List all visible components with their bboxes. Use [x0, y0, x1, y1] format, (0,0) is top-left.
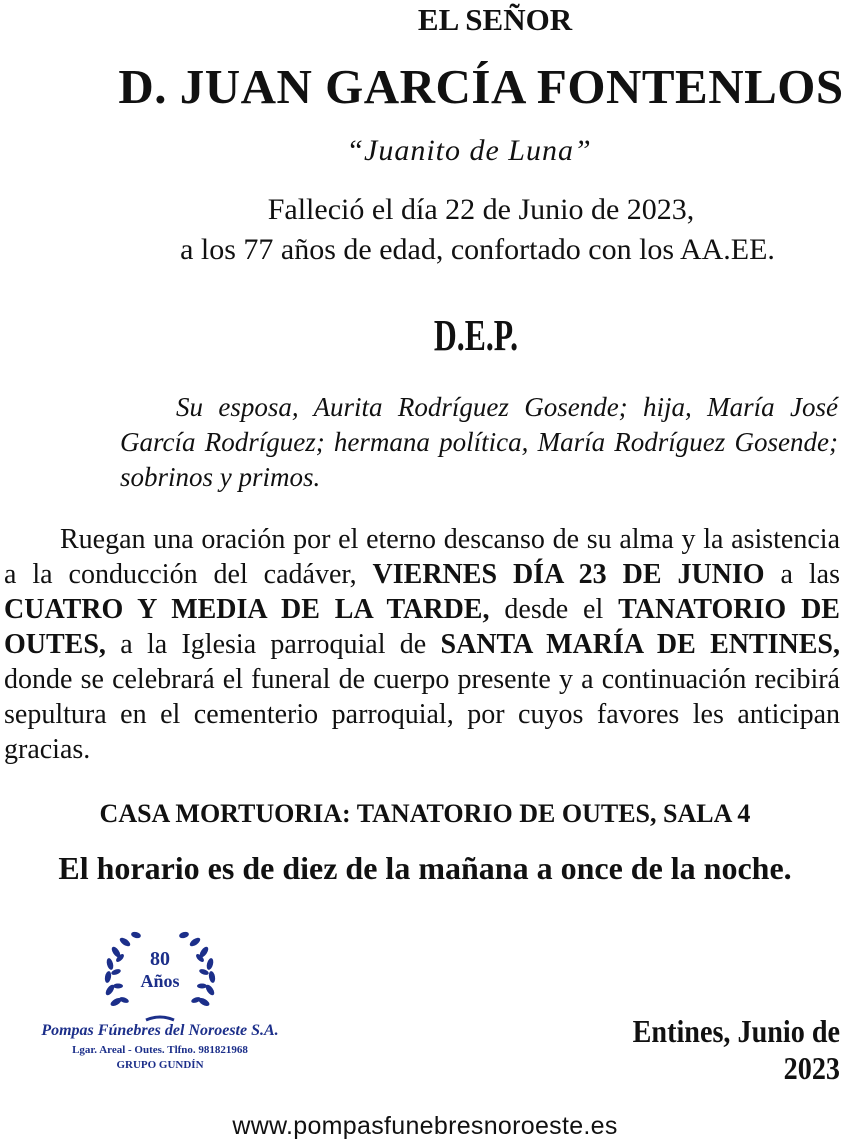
- family-paragraph: Su esposa, Aurita Rodríguez Gosende; hija, María José García Rodríguez; hermana política, María Rodríguez Gosende; sobrinos y primos.: [120, 392, 838, 492]
- funeral-day: VIERNES DÍA 23 DE JUNIO: [372, 559, 765, 590]
- laurel-left: [104, 931, 142, 1008]
- place-date: Entines, Junio de 2023: [632, 1013, 840, 1086]
- dep-heading: D.E.P.: [433, 311, 519, 360]
- funeral-text-3: desde el: [489, 594, 619, 625]
- logo-years: Años: [140, 971, 180, 991]
- death-date-line: Falleció el día 22 de Junio de 2023,: [267, 193, 695, 226]
- funeral-paragraph: [4, 522, 840, 767]
- nickname: “Juanito de Luna”: [346, 134, 592, 167]
- opening-hours: El horario es de diez de la mañana a once de la noche.: [58, 850, 792, 886]
- funeral-time: CUATRO Y MEDIA DE LA TARDE,: [4, 594, 490, 625]
- laurel-wreath-icon: [10, 925, 310, 1025]
- mortuary-house: CASA MORTUORIA: TANATORIO DE OUTES, SALA 4: [99, 799, 751, 828]
- funeral-church: SANTA MARÍA DE ENTINES,: [440, 629, 841, 660]
- age-line: a los 77 años de edad, confortado con los AA.EE.: [180, 233, 775, 266]
- logo-brand-name: Pompas Fúnebres del Noroeste S.A.: [41, 1022, 279, 1039]
- website-link[interactable]: www.pompasfunebresnoroeste.es: [232, 1112, 618, 1140]
- funeral-text-2: a las: [764, 559, 841, 590]
- funeral-text-5: donde se celebrará el funeral de cuerpo presente y a continuación recibirá sepultura en el cementerio parroquial, por cuyos favores les anticipan gracias.: [4, 664, 840, 765]
- logo-group: GRUPO GUNDÍN: [116, 1059, 204, 1071]
- funeral-home-logo: [10, 925, 310, 1080]
- header-title: EL SEÑOR: [417, 2, 573, 37]
- funeral-text-1: Ruegan una oración por el eterno descanso de su alma y la asistencia a la conducción del cadáver,: [4, 524, 840, 590]
- funeral-origin: TANATORIO DE OUTES,: [4, 594, 840, 660]
- logo-address: Lgar. Areal - Outes. Tlfno. 981821968: [72, 1044, 248, 1056]
- funeral-text-4: a la Iglesia parroquial de: [105, 629, 441, 660]
- deceased-name: D. JUAN GARCÍA FONTENLOS: [118, 59, 844, 114]
- logo-number: 80: [150, 948, 170, 970]
- laurel-right: [178, 931, 216, 1008]
